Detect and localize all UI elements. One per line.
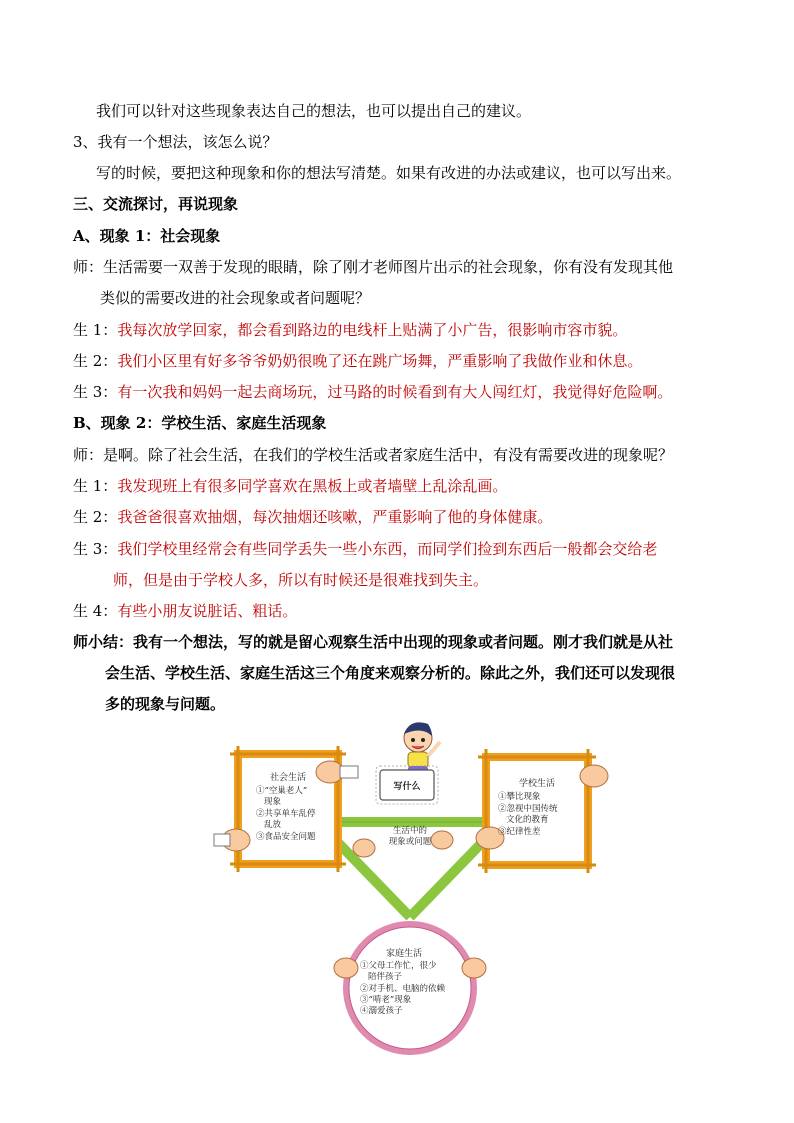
section-heading: 三、交流探讨，再说现象 <box>73 195 239 213</box>
family-item: ④溺爱孩子 <box>360 1006 403 1016</box>
summary-line: 多的现象与问题。 <box>105 695 226 713</box>
summary-line: 会生活、学校生活、家庭生活这三个角度来观察分析的。除此之外，我们还可以发现很 <box>105 664 676 682</box>
school-item: ①攀比现象 <box>498 792 541 802</box>
school-item: ③纪律性差 <box>498 827 541 837</box>
teacher-line: 师：生活需要一双善于发现的眼睛，除了刚才老师图片出示的社会现象，你有没有发现其他 <box>73 258 674 276</box>
student-text: 我们学校里经常会有些同学丢失一些小东西，而同学们捡到东西后一般都会交给老 <box>117 540 658 558</box>
middle-label: 现象或问题 <box>388 837 432 847</box>
student-text: 我们小区里有好多爷爷奶奶很晚了还在跳广场舞，严重影响了我做作业和休息。 <box>117 352 643 370</box>
school-title: 学校生活 <box>518 779 556 789</box>
student-line <box>73 507 552 527</box>
hand-icon <box>353 839 375 857</box>
summary-line: 师小结：我有一个想法，写的就是留心观察生活中出现的现象或者问题。刚才我们就是从社 <box>73 633 674 651</box>
hand-icon <box>316 761 358 783</box>
student-line <box>73 539 657 559</box>
school-item: ②忽视中国传统 <box>498 804 558 814</box>
student-line <box>73 601 297 621</box>
subsection-heading: B、现象 2：学校生活、家庭生活现象 <box>73 414 327 432</box>
hand-icon <box>580 765 608 787</box>
social-item: ①“空巢老人” <box>256 786 308 796</box>
social-item: 现象 <box>264 797 282 807</box>
social-item: ②共享单车乱停 <box>256 809 316 819</box>
student-label: 生 4： <box>73 602 118 620</box>
student-label: 生 3： <box>73 383 118 401</box>
paragraph-line: 我们可以针对这些现象表达自己的想法，也可以提出自己的建议。 <box>96 102 532 120</box>
student-text: 有些小朋友说脏话、粗话。 <box>117 602 298 620</box>
student-label: 生 1： <box>73 477 118 495</box>
mind-map-diagram <box>200 712 620 1088</box>
teacher-line: 师：是啊。除了社会生活，在我们的学校生活或者家庭生活中，有没有需要改进的现象呢？ <box>73 446 674 464</box>
family-item: ②对手机、电脑的依赖 <box>360 984 446 994</box>
paragraph-line: 写的时候，要把这种现象和你的想法写清楚。如果有改进的办法或建议，也可以写出来。 <box>96 164 682 182</box>
social-item: ③食品安全问题 <box>256 832 316 842</box>
hand-icon <box>431 831 453 849</box>
student-text: 我发现班上有很多同学喜欢在黑板上或者墙壁上乱涂乱画。 <box>117 477 508 495</box>
section-heading: 3、我有一个想法，该怎么说？ <box>73 133 278 151</box>
subsection-heading: A、现象 1：社会现象 <box>73 227 221 245</box>
social-item: 乱放 <box>264 820 282 830</box>
family-item: ③“啃老”现象 <box>360 995 412 1005</box>
student-line <box>73 351 642 371</box>
hand-icon <box>214 829 250 851</box>
hand-icon <box>462 958 486 978</box>
student-text: 有一次我和妈妈一起去商场玩，过马路的时候看到有大人闯红灯，我觉得好危险啊。 <box>117 383 673 401</box>
student-label: 生 2： <box>73 352 118 370</box>
school-item: 文化的教育 <box>506 815 549 825</box>
student-label: 生 2： <box>73 508 118 526</box>
family-item: 陪伴孩子 <box>368 972 403 982</box>
teacher-line: 类似的需要改进的社会现象或者问题呢？ <box>100 289 371 307</box>
center-label: 写什么 <box>393 782 421 792</box>
family-title: 家庭生活 <box>385 949 423 959</box>
student-line <box>73 320 627 340</box>
student-text: 我每次放学回家，都会看到路边的电线杆上贴满了小广告，很影响市容市貌。 <box>117 321 628 339</box>
middle-label: 生活中的 <box>392 826 428 836</box>
student-label: 生 3： <box>73 540 118 558</box>
student-line <box>73 476 507 496</box>
student-label: 生 1： <box>73 321 118 339</box>
family-item: ①父母工作忙，很少 <box>360 961 437 971</box>
social-title: 社会生活 <box>269 773 307 783</box>
student-line <box>73 382 672 402</box>
student-line: 师，但是由于学校人多，所以有时候还是很难找到失主。 <box>113 571 489 589</box>
hand-icon <box>334 958 358 978</box>
student-text: 我爸爸很喜欢抽烟，每次抽烟还咳嗽，严重影响了他的身体健康。 <box>117 508 553 526</box>
